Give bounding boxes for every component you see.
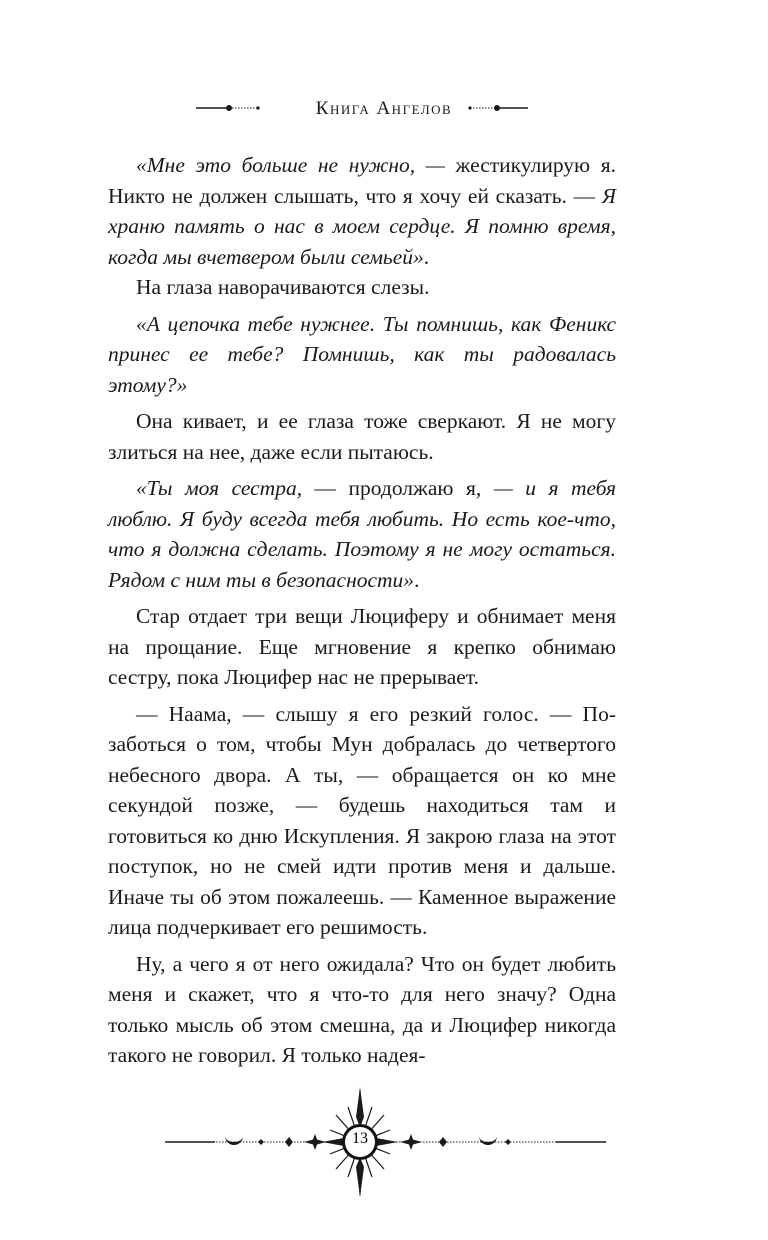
text-run: Она кивает, и ее глаза тоже сверкают. Я не могу злиться на нее, даже если пытаюсь. bbox=[108, 409, 616, 464]
text-run: На глаза наворачиваются слезы. bbox=[136, 275, 430, 299]
header-title: Книга Ангелов bbox=[315, 98, 453, 119]
footer-ornament bbox=[0, 1085, 768, 1205]
paragraph bbox=[108, 272, 616, 303]
text-run: Стар отдает три вещи Люциферу и обнимает меня на прощание. Еще мгновение я крепко обнимаю сестру, пока Люцифер нас не прерывает. bbox=[108, 604, 616, 689]
text-run: . bbox=[423, 244, 430, 269]
text-run: . bbox=[414, 567, 420, 592]
sun-moon-ornament-icon bbox=[0, 1085, 768, 1205]
italic-run: «Мне это больше не нужно, — bbox=[136, 153, 456, 177]
italic-run: «Ты моя сестра, bbox=[136, 476, 315, 500]
italic-run: «А цепочка тебе нужнее. Ты помнишь, как Феникс принес ее тебе? Помнишь, как ты радовалась этому?» bbox=[108, 311, 616, 397]
running-header bbox=[0, 96, 768, 126]
text-run: — продолжаю я, bbox=[314, 476, 494, 500]
paragraph bbox=[108, 406, 616, 467]
italic-run: Я храню память о нас в моем сердце. Я помню время, когда мы вчетвером были семьей» bbox=[108, 183, 616, 269]
page-number: 13 bbox=[352, 1130, 368, 1147]
paragraph bbox=[108, 309, 616, 401]
paragraph bbox=[108, 699, 616, 943]
paragraph bbox=[108, 949, 616, 1071]
text-run: жестикулирую я. Никто не должен слышать, что я хочу ей сказать. — bbox=[108, 153, 616, 208]
body-text bbox=[108, 150, 616, 1071]
paragraph bbox=[108, 473, 616, 595]
italic-run: — и я тебя люблю. Я буду всегда тебя любить. Но есть кое-что, что я должна сделать. Поэтому я не могу остаться. Рядом с ним ты в безопасности» bbox=[108, 476, 617, 592]
paragraph bbox=[108, 150, 616, 272]
text-run: — Наама, — слышу я его резкий голос. — Позаботься о том, чтобы Мун добралась до четвертого небесного двора. А ты, — обращается он ко мне секундой позже, — будешь находиться там и готовиться ко дню Искупления. Я закрою глаза на этот поступок, но не смей идти против меня и дальше. Иначе ты об этом пожалеешь. — Каменное выражение лица подчеркивает его решимость. bbox=[108, 701, 616, 939]
paragraph bbox=[108, 601, 616, 693]
text-run: Ну, а чего я от него ожидала? Что он будет любить меня и скажет, что я что-то для него значу? Одна только мысль об этом смешна, да и Люцифер никогда такого не говорил. Я только надея- bbox=[108, 951, 616, 1067]
